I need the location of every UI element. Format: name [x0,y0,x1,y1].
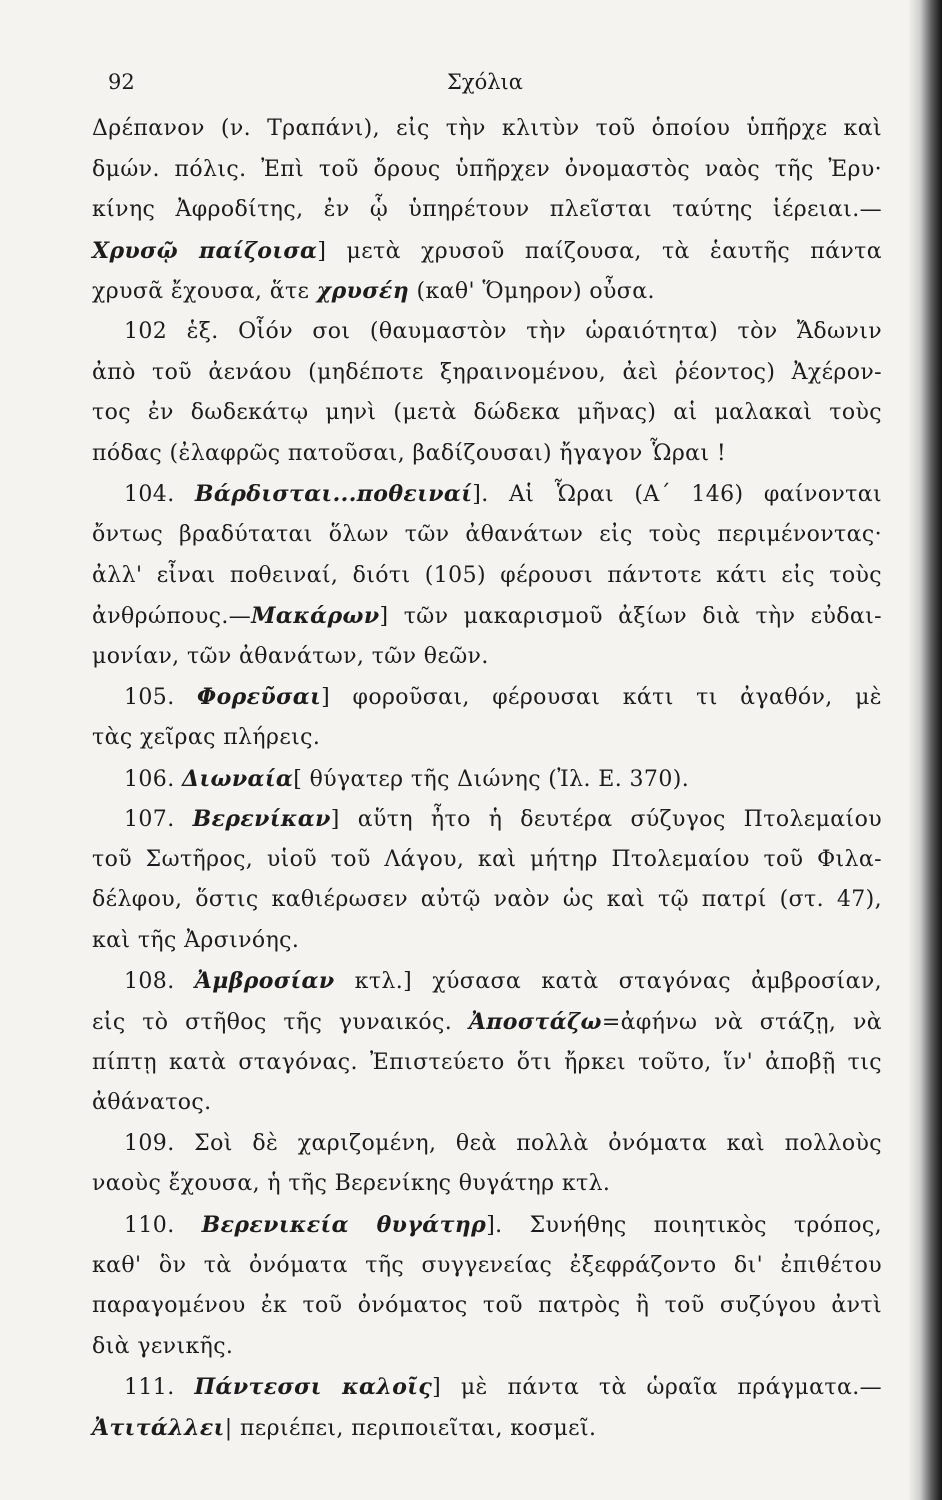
text-run: ] τῶν μακαρισμοῦ ἀξίων διὰ τὴν εὐδαι- [379,604,882,630]
text-run: τὰς χεῖρας πλήρεις. [92,724,321,750]
lemma: Ἀμβροσίαν [194,968,335,995]
text-line [92,109,882,150]
text-line [92,1367,882,1408]
text-run: τοῦ Σωτῆρος, υἱοῦ τοῦ Λάγου, καὶ μήτηρ Πτολεμαίου τοῦ Φιλα- [92,846,882,872]
text-run: | περιέπει, περιποιεῖται, κοσμεῖ. [224,1416,597,1441]
lemma: Βάρδισται...ποθειναί [194,481,473,508]
text-run: μονίαν, τῶν ἀθανάτων, τῶν θεῶν. [92,643,489,669]
text-run: 109. Σοὶ δὲ χαριζομένη, θεὰ πολλὰ ὀνόματα καὶ πολλοὺς [124,1130,882,1156]
text-line [92,271,882,312]
text-run: πόδας (ἐλαφρῶς πατοῦσαι, βαδίζουσαι) ἤγαγον Ὧραι ! [92,440,727,466]
text-run: δέλφου, ὅστις καθιέρωσεν αὐτῷ ναὸν ὡς καὶ τῷ πατρί (στ. 47), [92,887,882,913]
lemma: χρυσέη [316,278,410,305]
text-run: ] μετὰ χρυσοῦ παίζουσα, τὰ ἑαυτῆς πάντα [317,238,882,264]
text-line [92,840,882,881]
text-run: (καθ' Ὅμηρον) οὖσα. [409,279,655,305]
text-line [92,880,882,921]
lemma: Βερενικεία θυγάτηρ [201,1212,487,1239]
text-line [92,434,882,475]
text-run: δμών. πόλις. Ἐπὶ τοῦ ὄρους ὑπῆρχεν ὀνομαστὸς ναὸς τῆς Ἐρυ· [92,156,882,182]
text-line [92,799,882,840]
text-run: 106. [124,766,182,792]
text-run: ] μὲ πάντα τὰ ὡραῖα πράγματα.— [432,1375,883,1401]
text-run: πίπτῃ κατὰ σταγόνας. Ἐπιστεύετο ὅτι ἤρκει τοῦτο, ἵν' ἀποβῇ τις [92,1049,882,1075]
text-run: χρυσᾶ ἔχουσα, ἅτε [92,279,317,305]
text-line [92,1083,882,1124]
text-run: 111. [124,1375,195,1401]
text-run: ] αὕτη ἦτο ἡ δευτέρα σύζυγος Πτολεμαίου [330,807,883,833]
text-run: τος ἐν δωδεκάτῳ μηνὶ (μετὰ δώδεκα μῆνας) αἱ μαλακαὶ τοὺς [92,400,882,426]
text-line [92,515,882,556]
text-line [92,759,882,800]
text-run: εἰς τὸ στῆθος τῆς γυναικός. [92,1010,469,1036]
text-line [92,1408,882,1449]
text-run: ἀνθρώπους.— [92,604,252,630]
text-run: ναοὺς ἔχουσα, ἡ τῆς Βερενίκης θυγάτηρ κτλ. [92,1171,611,1197]
commentary-text [92,109,882,1449]
text-line [92,961,882,1002]
text-run: διὰ γενικῆς. [92,1333,234,1359]
text-line [92,1246,882,1287]
text-run: ἀπὸ τοῦ ἀενάου (μηδέποτε ξηραινομένου, ἀεὶ ῥέοντος) Ἀχέρον- [92,359,882,385]
text-run: 108. [124,969,195,995]
text-line [92,677,882,718]
text-run: 105. [124,685,198,711]
text-run: κίνης Ἀφροδίτης, ἐν ᾧ ὑπηρέτουν πλεῖσται ταύτης ἱέρειαι.— [92,197,882,223]
text-run: παραγομένου ἐκ τοῦ ὀνόματος τοῦ πατρὸς ἢ τοῦ συζύγου ἀντὶ [92,1293,882,1319]
text-run: 107. [124,807,193,833]
text-run: ἀλλ' εἶναι ποθειναί, διότι (105) φέρουσι πάντοτε κάτι εἰς τοὺς [92,562,882,588]
text-line [92,353,882,394]
lemma: Ἀτιτάλλει [92,1415,225,1441]
text-line [92,231,882,272]
text-line [92,190,882,231]
text-line [92,1043,882,1084]
text-line [92,718,882,759]
lemma: Χρυσῷ παίζοισα [92,237,318,264]
lemma: Μακάρων [251,603,380,630]
text-run: ἀθάνατος. [92,1090,212,1116]
text-run: =ἀφήνω νὰ στάζῃ, νὰ [601,1010,882,1036]
page-number: 92 [108,70,135,94]
text-run: 102 ἑξ. Οἷόν σοι (θαυμαστὸν τὴν ὡραιότητα) τὸν Ἄδωνιν [124,318,882,344]
text-line [92,596,882,637]
text-line [92,921,882,962]
text-line [92,1286,882,1327]
text-line [92,1002,882,1043]
text-line [92,474,882,515]
text-line [92,150,882,191]
lemma: Πάντεσσι καλοῖς [194,1374,433,1401]
text-line [92,393,882,434]
text-run: κτλ.] χύσασα κατὰ σταγόνας ἀμβροσίαν, [334,969,882,995]
text-run: Δρέπανον (ν. Τραπάνι), εἰς τὴν κλιτὺν τοῦ ὁποίου ὑπῆρχε καὶ [92,116,882,141]
text-run: ]. Συνήθης ποιητικὸς τρόπος, [486,1213,882,1239]
text-run: 104. [124,482,195,508]
text-run: ]. Αἱ Ὧραι (Α΄ 146) φαίνονται [472,482,882,508]
page-header [108,62,862,102]
text-line [92,556,882,597]
text-line [92,1205,882,1246]
running-title: Σχόλια [447,70,523,94]
lemma: Φορεῦσαι [197,684,322,711]
text-run: ] φοροῦσαι, φέρουσαι κάτι τι ἀγαθόν, μὲ [321,685,882,711]
text-line [92,1124,882,1165]
lemma: Βερενίκαν [192,806,331,833]
text-line [92,312,882,353]
lemma: Ἀποστάζω [468,1009,602,1036]
text-run: 110. [124,1213,202,1239]
text-run: καθ' ὃν τὰ ὀνόματα τῆς συγγενείας ἐξεφράζοντο δι' ἐπιθέτου [92,1252,882,1278]
text-line [92,1164,882,1205]
text-line [92,1327,882,1368]
text-run: [ θύγατερ τῆς Διώνης (Ἰλ. Ε. 370). [293,766,690,792]
page-edge-shadow [908,0,942,1500]
text-line [92,637,882,678]
text-run: ὄντως βραδύταται ὅλων τῶν ἀθανάτων εἰς τοὺς περιμένοντας· [92,521,882,547]
text-run: καὶ τῆς Ἀρσινόης. [92,927,300,953]
lemma: Διωναία [181,765,294,792]
